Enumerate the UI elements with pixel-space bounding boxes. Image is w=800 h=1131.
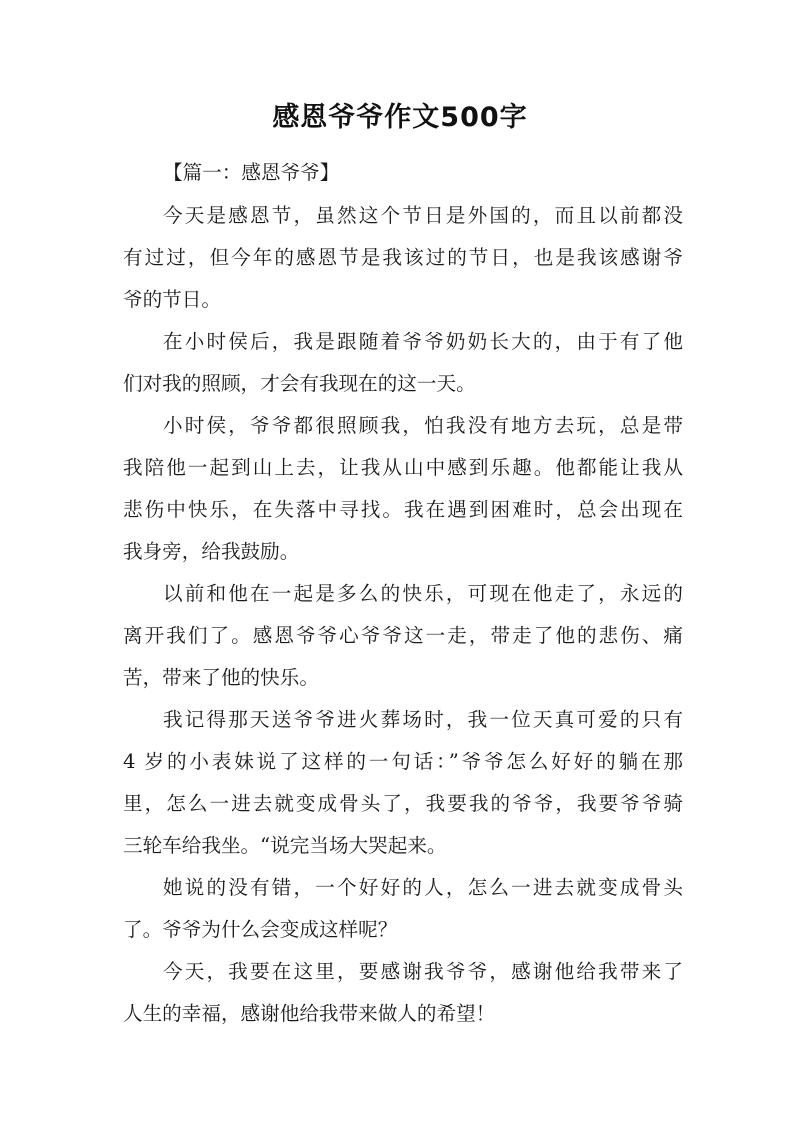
text-line: 离开我们了。感恩爷爷心爷爷这一走，带走了他的悲伤、痛 bbox=[123, 624, 683, 647]
text-line: 们对我的照顾，才会有我现在的这一天。 bbox=[123, 372, 476, 395]
text-line: 了。爷爷为什么会变成这样呢？ bbox=[123, 918, 398, 941]
text-line: 人生的幸福，感谢他给我带来做人的希望！ bbox=[123, 1002, 496, 1025]
text-line: 有过过，但今年的感恩节是我该过的节日，也是我该感谢爷 bbox=[123, 246, 683, 269]
text-line: 小时侯，爷爷都很照顾我，怕我没有地方去玩，总是带 bbox=[163, 414, 683, 437]
text-line: 今天是感恩节，虽然这个节日是外国的，而且以前都没 bbox=[163, 204, 683, 227]
text-line: 苦，带来了他的快乐。 bbox=[123, 666, 319, 689]
text-line: 4 岁的小表妹说了这样的一句话：”爷爷怎么好好的躺在那 bbox=[123, 750, 683, 773]
text-line: 她说的没有错，一个好好的人，怎么一进去就变成骨头 bbox=[163, 876, 683, 899]
text-line: 在小时侯后，我是跟随着爷爷奶奶长大的，由于有了他 bbox=[163, 330, 683, 353]
text-line: 以前和他在一起是多么的快乐，可现在他走了，永远的 bbox=[163, 582, 683, 605]
text-line: 爷的节日。 bbox=[123, 288, 221, 311]
document-title: 感恩爷爷作文500字 bbox=[272, 102, 528, 133]
text-line: 悲伤中快乐，在失落中寻找。我在遇到困难时，总会出现在 bbox=[123, 498, 683, 521]
text-line: 今天，我要在这里，要感谢我爷爷，感谢他给我带来了 bbox=[163, 960, 683, 983]
text-line: 里，怎么一进去就变成骨头了，我要我的爷爷，我要爷爷骑 bbox=[123, 792, 683, 815]
text-line: 我记得那天送爷爷进火葬场时，我一位天真可爱的只有 bbox=[163, 708, 683, 731]
section-heading: 【篇一：感恩爷爷】 bbox=[163, 161, 340, 184]
text-line: 三轮车给我坐。“说完当场大哭起来。 bbox=[123, 834, 447, 857]
text-line: 我陪他一起到山上去，让我从山中感到乐趣。他都能让我从 bbox=[123, 456, 683, 479]
text-line: 我身旁，给我鼓励。 bbox=[123, 540, 300, 563]
